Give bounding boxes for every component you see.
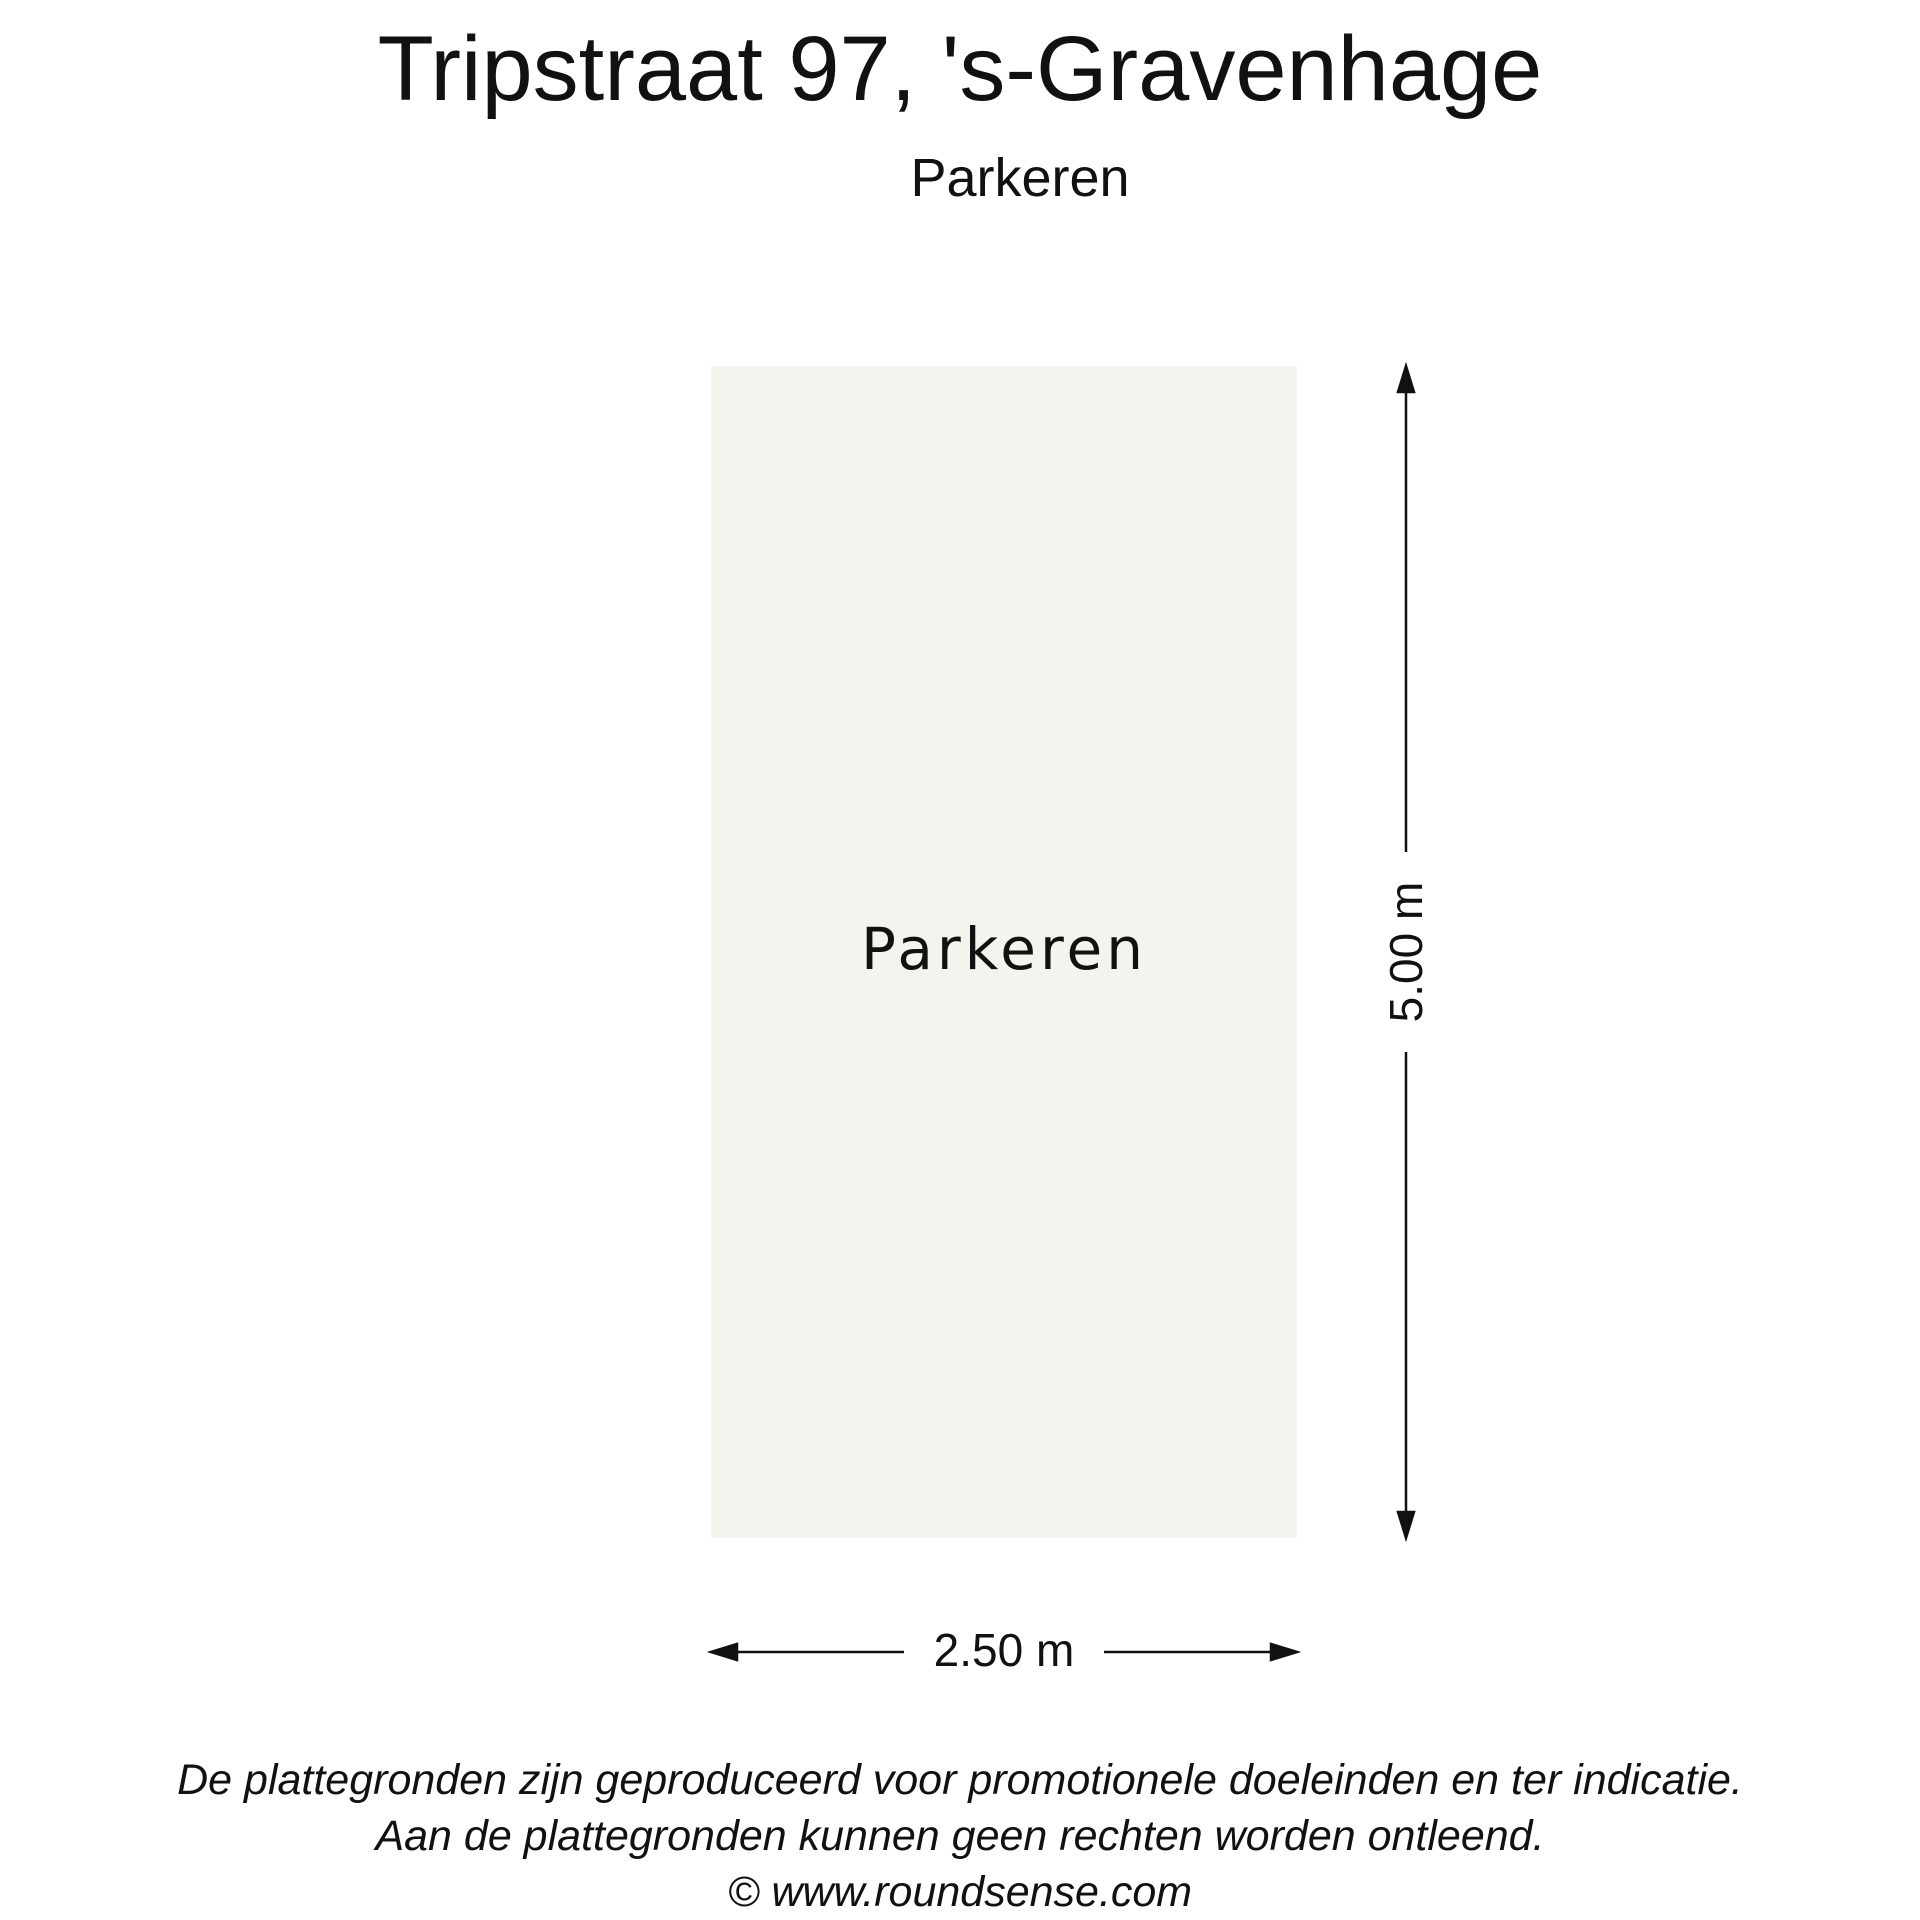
page-title: Tripstraat 97, 's-Gravenhage [377, 18, 1543, 120]
floor-subtitle: Parkeren [910, 148, 1130, 208]
arrow-down-icon [1398, 1512, 1414, 1538]
arrow-right-icon [1271, 1644, 1297, 1660]
copyright-line: © www.roundsense.com [727, 1868, 1193, 1916]
height-dimension-label: 5.00 m [1378, 852, 1434, 1052]
disclaimer [0, 1752, 1920, 1920]
room-label: Parkeren [861, 915, 1147, 983]
arrow-up-icon [1398, 366, 1414, 392]
arrow-left-icon [711, 1644, 737, 1660]
width-dimension-label: 2.50 m [904, 1622, 1104, 1678]
disclaimer-line: Aan de plattegronden kunnen geen rechten worden ontleend. [375, 1812, 1545, 1860]
disclaimer-line: De plattegronden zijn geproduceerd voor promotionele doeleinden en ter indicatie. [177, 1756, 1743, 1804]
